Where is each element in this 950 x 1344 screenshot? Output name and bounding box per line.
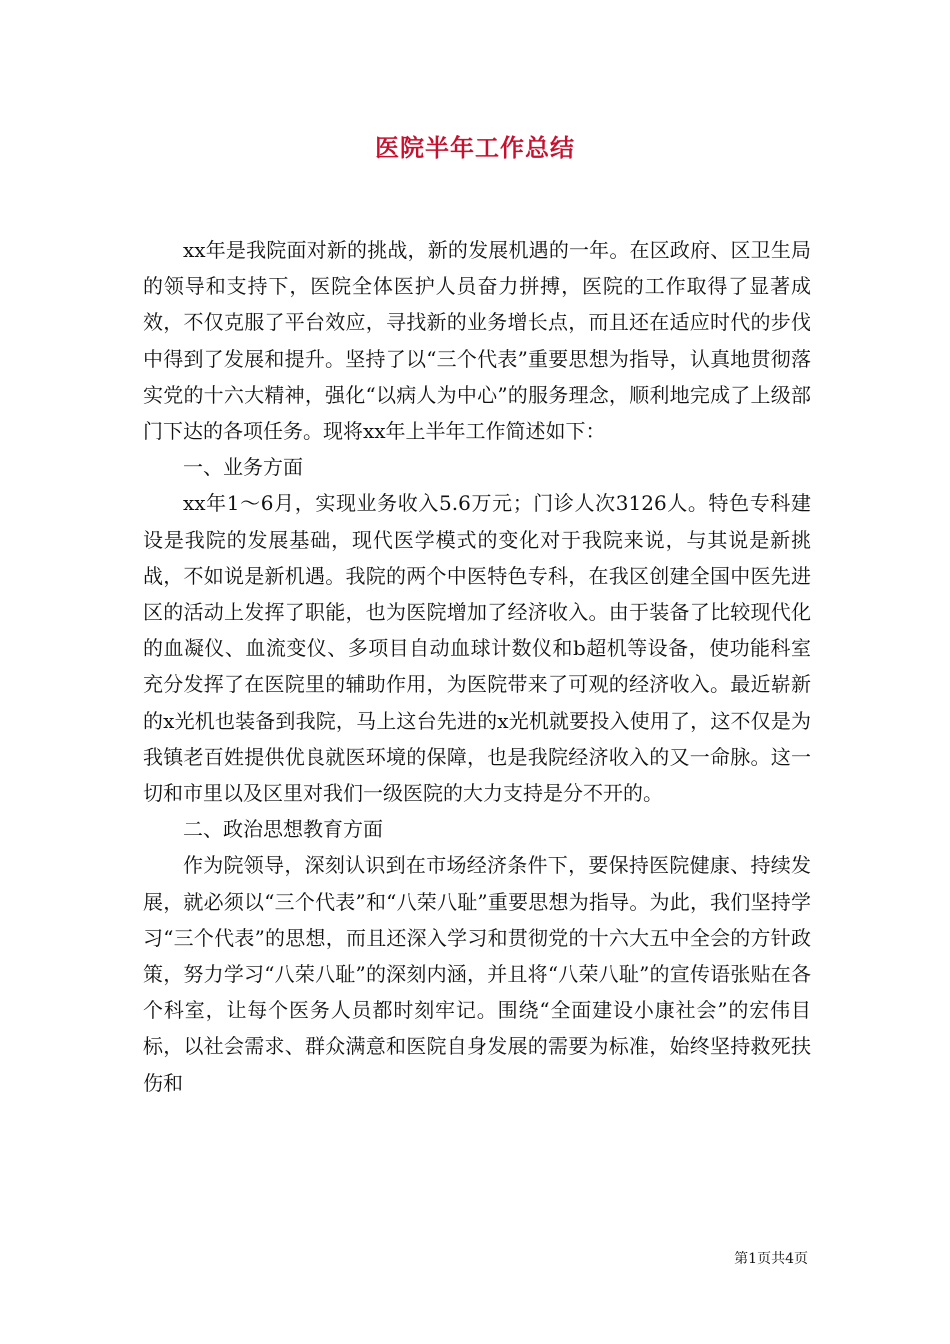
page-title: 医院半年工作总结: [375, 133, 575, 162]
paragraph-business: xx年1～6月，实现业务收入5.6万元；门诊人次3126人。特色专科建设是我院的发展基础，现代医学模式的变化对于我院来说，与其说是新挑战，不如说是新机遇。我院的两个中医特色专科，在我区创建全国中医先进区的活动上发挥了职能，也为医院增加了经济收入。由于装备了比较现代化的血凝仪、血流变仪、多项目自动血球计数仪和b超机等设备，使功能科室充分发挥了在医院里的辅助作用，为医院带来了可观的经济收入。最近崭新的x光机也装备到我院，马上这台先进的x光机就要投入使用了，这不仅是为我镇老百姓提供优良就医环境的保障，也是我院经济收入的又一命脉。这一切和市里以及区里对我们一级医院的大力支持是分不开的。: [143, 491, 811, 806]
document-body: [143, 232, 811, 1101]
paragraph-intro: xx年是我院面对新的挑战，新的发展机遇的一年。在区政府、区卫生局的领导和支持下，医院全体医护人员奋力拼搏，医院的工作取得了显著成效，不仅克服了平台效应，寻找新的业务增长点，而且还在适应时代的步伐中得到了发展和提升。坚持了以“三个代表”重要思想为指导，认真地贯彻落实党的十六大精神，强化“以病人为中心”的服务理念，顺利地完成了上级部门下达的各项任务。现将xx年上半年工作简述如下：: [143, 238, 811, 444]
section-heading-political: 二、政治思想教育方面: [183, 817, 383, 842]
paragraph-political: 作为院领导，深刻认识到在市场经济条件下，要保持医院健康、持续发展，就必须以“三个代表”和“八荣八耻”重要思想为指导。为此，我们坚持学习“三个代表”的思想，而且还深入学习和贯彻党的十六大五中全会的方针政策，努力学习“八荣八耻”的深刻内涵，并且将“八荣八耻”的宣传语张贴在各个科室，让每个医务人员都时刻牢记。围绕“全面建设小康社会”的宏伟目标，以社会需求、群众满意和医院自身发展的需要为标准，始终坚持救死扶伤和: [143, 853, 811, 1095]
page-number: 第1页共4页: [734, 1251, 808, 1267]
section-heading-business: 一、业务方面: [183, 455, 303, 480]
